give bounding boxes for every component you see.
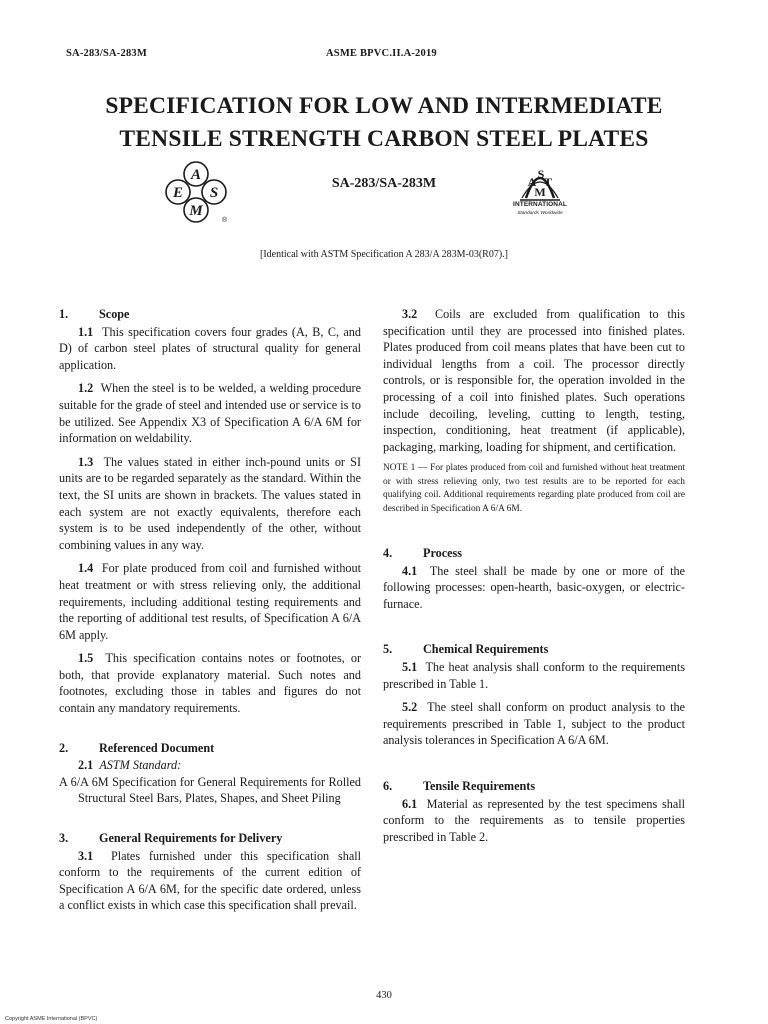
paragraph-1-5: 1.5 This specification contains notes or footnotes, or both, that provide explanatory material. Such notes and footnotes, excluding those in tables and figures do not contain any mandatory requirements. (59, 651, 362, 716)
right-column (383, 306, 685, 852)
paragraph-1-3: 1.3 The values stated in either inch-pound units or SI units are to be regarded separately as the standard. Within the text, the SI units are shown in brackets. The values stated in each system are not exactly equivalents, therefore each system is to be used independently of the other, without combining values in any way. (59, 454, 362, 552)
paragraph-4-1: 4.1 The steel shall be made by one or more of the following processes: open-hearth, basic-oxygen, or electric-furnace. (383, 563, 685, 611)
section-title: Process (423, 545, 463, 560)
paragraph-3-2: 3.2 Coils are excluded from qualification to this specification until they are processed into finished plates. Plates produced from coil means plates that have been cut to individual lengths from a coil. The processor directly controls, or is responsible for, the operation involded in the processing of a coil into finished plates. Such operations include decoiling, leveling, cutting to length, testing, inspection, conditioning, heat treatment (if applicable), packaging, marking, loading for shipment, and certification. (383, 307, 685, 454)
paragraph-2-1: 2.1 ASTM Standard: (78, 758, 182, 773)
running-header-left: SA-283/SA-283M (66, 48, 147, 59)
astm-logo-icon (510, 160, 570, 232)
section-3-heading (59, 830, 361, 847)
copyright-notice: Copyright ASME International (BPVC) (5, 1016, 98, 1022)
section-number: 5. (383, 642, 393, 657)
running-header-center: ASME BPVC.II.A-2019 (326, 48, 437, 59)
svg-text:T: T (543, 175, 553, 189)
page-number: 430 (376, 990, 392, 1001)
left-column (59, 306, 361, 921)
registered-mark: ® (222, 217, 228, 224)
section-number: 3. (59, 831, 69, 846)
asme-letter-s: S (209, 185, 219, 201)
title-line-1: SPECIFICATION FOR LOW AND INTERMEDIATE (105, 93, 663, 119)
title-line-2: TENSILE STRENGTH CARBON STEEL PLATES (119, 126, 649, 152)
section-4-heading (383, 545, 685, 562)
section-title: Chemical Requirements (423, 642, 549, 657)
section-title: Referenced Document (99, 740, 215, 755)
astm-wordmark: INTERNATIONAL (513, 201, 567, 208)
document-title (0, 90, 768, 156)
asme-letter-m: M (189, 203, 203, 219)
svg-text:S: S (537, 167, 545, 181)
section-title: General Requirements for Delivery (99, 831, 283, 846)
section-6-heading (383, 778, 685, 795)
paragraph-5-2: 5.2 The steel shall conform on product analysis to the requirements prescribed in Table 1, subject to the product analysis tolerances in Specification A 6/A 6M. (383, 700, 685, 748)
referenced-standard: A 6/A 6M Specification for General Requirements for Rolled Structural Steel Bars, Plates, Shapes, and Sheet Piling (59, 774, 361, 806)
section-number: 4. (383, 545, 393, 560)
asme-letter-a: A (190, 167, 202, 183)
paragraph-5-1: 5.1 The heat analysis shall conform to the requirements prescribed in Table 1. (383, 659, 686, 691)
paragraph-1-4: 1.4 For plate produced from coil and furnished without heat treatment or with stress relieving only, the additional requirements, including additional testing requirements and the reporting of additional test results, of Specification A 6/A 6M apply. (59, 561, 362, 642)
identical-note: [Identical with ASTM Specification A 283/A 283M-03(R07).] (259, 249, 509, 260)
paragraph-6-1: 6.1 Material as represented by the test specimens shall conform to the requirements as to tensile properties prescribed in Table 2. (383, 796, 686, 844)
paragraph-1-1: 1.1 This specification covers four grades (A, B, C, and D) of carbon steel plates of structural quality for general application. (59, 324, 361, 372)
section-title: Scope (99, 307, 130, 321)
asme-letter-e: E (172, 185, 184, 201)
svg-text:A: A (527, 175, 537, 189)
section-number: 2. (59, 740, 69, 755)
asme-logo-icon (164, 160, 228, 231)
paragraph-3-1: 3.1 Plates furnished under this specification shall conform to the requirements of the current edition of Specification A 6/A 6M, for the specific date ordered, unless a conflict exists in which case this specification shall prevail. (59, 848, 361, 913)
section-title: Tensile Requirements (423, 778, 536, 793)
section-1-heading (59, 306, 361, 323)
section-2-heading (59, 740, 361, 757)
designation: SA-283/SA-283M (331, 176, 437, 191)
paragraph-1-2: 1.2 When the steel is to be welded, a welding procedure suitable for the grade of steel and intended use or service is to be utilized. See Appendix X3 of Specification A 6/A 6M for information on weldability. (59, 381, 361, 446)
section-5-heading (383, 641, 685, 658)
section-number: 1. (59, 307, 69, 321)
note-1: NOTE 1 — For plates produced from coil and furnished without heat treatment or with stress relieving only, two test results are to be reported for each qualifying coil. Additional requirements regarding plate produced from coil are described in Specification A 6/A 6M. (383, 463, 685, 514)
astm-tagline: Standards Worldwide (517, 211, 563, 216)
section-number: 6. (383, 778, 393, 793)
svg-text:M: M (534, 185, 546, 199)
